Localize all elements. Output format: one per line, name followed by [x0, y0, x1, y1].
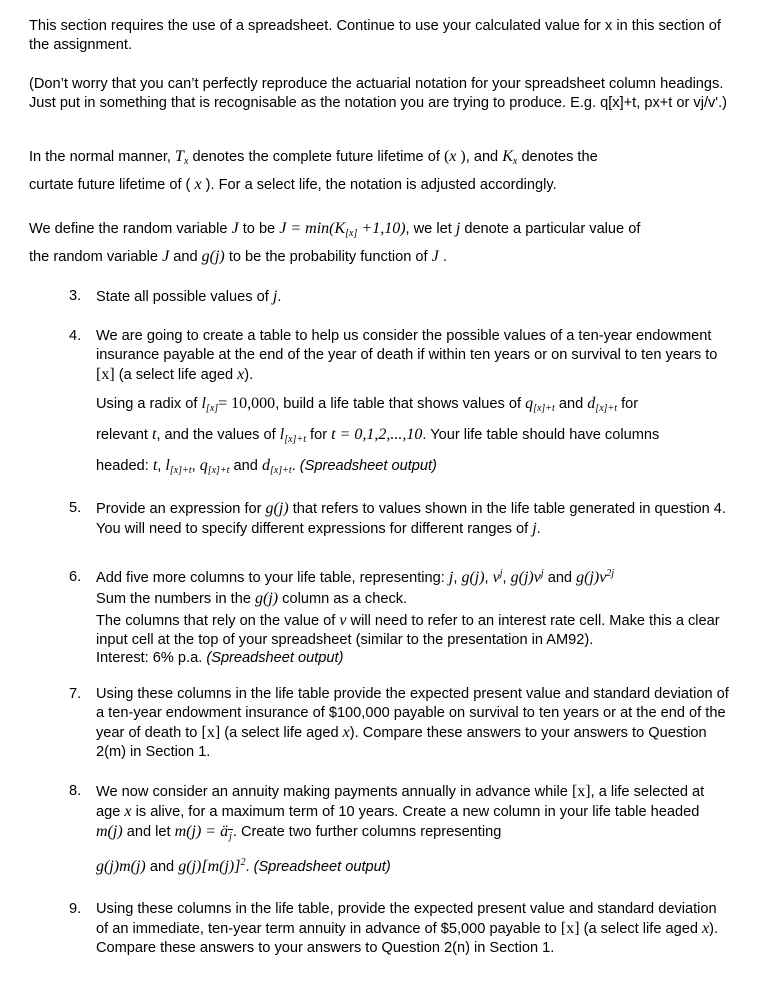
- question-7-number: 7.: [69, 686, 82, 702]
- question-3-number: 3.: [69, 288, 82, 304]
- question-4-line-4: headed: t, $l_{[x]+t}$, $q_{[x]+t}$ and $d_{[x]+t}$. (Spreadsheet output): [96, 457, 437, 476]
- intro-paragraph-1: [29, 17, 729, 55]
- question-8-line-2: g(j)m(j) and $g(j)[m(j)]^2$. (Spreadsheet output): [96, 857, 391, 875]
- question-4-line-2: Using a radix of $l_{[x]}= 10,000$, build a life table that shows values of $q_{[x]+t}$ and $d_{[x]+t}$ for: [96, 395, 639, 414]
- question-4: We are going to create a table to help us consider the possible values of a ten-year endowment insurance payable at the end of the year of death if within ten years or on survival to ten years to [x] (a select life aged x).: [96, 328, 718, 383]
- question-4-number: 4.: [69, 328, 82, 344]
- intro-text-2: (Don’t worry that you can’t perfectly reproduce the actuarial notation for your spreadsheet column headings. Just put in something that is recognisable as the notation you are trying to produce. E.g. q[x]+t, px+t or vj/v'.): [29, 76, 727, 111]
- intro-paragraph-5: We define the random variable J to be $J = \min(K_{[x]} +1,10)$, we let j denote a particular value of: [29, 220, 641, 239]
- intro-paragraph-3: In the normal manner, $T_x$ denotes the complete future lifetime of (x ), and $K_x$ denotes the: [29, 148, 598, 167]
- question-8-number: 8.: [69, 783, 82, 799]
- question-4-line-3: relevant t, and the values of $l_{[x]+t}$ for t = 0,1,2,...,10. Your life table should have columns: [96, 426, 660, 445]
- question-7: Using these columns in the life table provide the expected present value and standard deviation of a ten-year endowment insurance of $100,000 payable on survival to ten years or at the end of the year of death to [x] (a select life aged x). Compare these answers to your answers to Question 2(m) in Section 1.: [96, 686, 729, 760]
- question-6: Add five more columns to your life table, representing: j, g(j), $v^j$, $g(j)v^j$ and $g(j)v^{2j}$: [96, 568, 615, 586]
- intro-paragraph-2: [29, 75, 729, 113]
- question-6-number: 6.: [69, 569, 82, 585]
- intro-paragraph-6: the random variable J and g(j) to be the probability function of J .: [29, 248, 447, 265]
- question-6-line-3: The columns that rely on the value of v will need to refer to an interest rate cell. Make this a clear input cell at the top of your spreadsheet (similar to the presentation in AM92).: [96, 612, 720, 648]
- intro-paragraph-4: curtate future lifetime of ( x ). For a select life, the notation is adjusted accordingly.: [29, 176, 557, 193]
- question-9: Using these columns in the life table, provide the expected present value and standard deviation of an immediate, ten-year term annuity in advance of $5,000 payable to [x] (a select life aged x). Compare these answers to your answers to Question 2(n) in Section 1.: [96, 901, 719, 956]
- question-3: State all possible values of j.: [96, 288, 282, 305]
- question-6-line-2: Sum the numbers in the g(j) column as a check.: [96, 590, 408, 607]
- question-5-number: 5.: [69, 500, 82, 516]
- question-9-number: 9.: [69, 901, 82, 917]
- question-6-line-4: Interest: 6% p.a. (Spreadsheet output): [96, 650, 344, 666]
- spreadsheet-output-label: (Spreadsheet output): [299, 458, 437, 474]
- question-5: Provide an expression for g(j) that refers to values shown in the life table generated in question 4. You will need to specify different expressions for different ranges of j.: [96, 500, 726, 537]
- intro-text-1: This section requires the use of a spreadsheet. Continue to use your calculated value for x in this section of the assignment.: [29, 18, 721, 53]
- question-8: We now consider an annuity making payments annually in advance while [x], a life selected at age x is alive, for a maximum term of 10 years. Create a new column in your life table headed m(j) and let $m(j) = ä_j$. Create two further columns representing: [96, 783, 705, 842]
